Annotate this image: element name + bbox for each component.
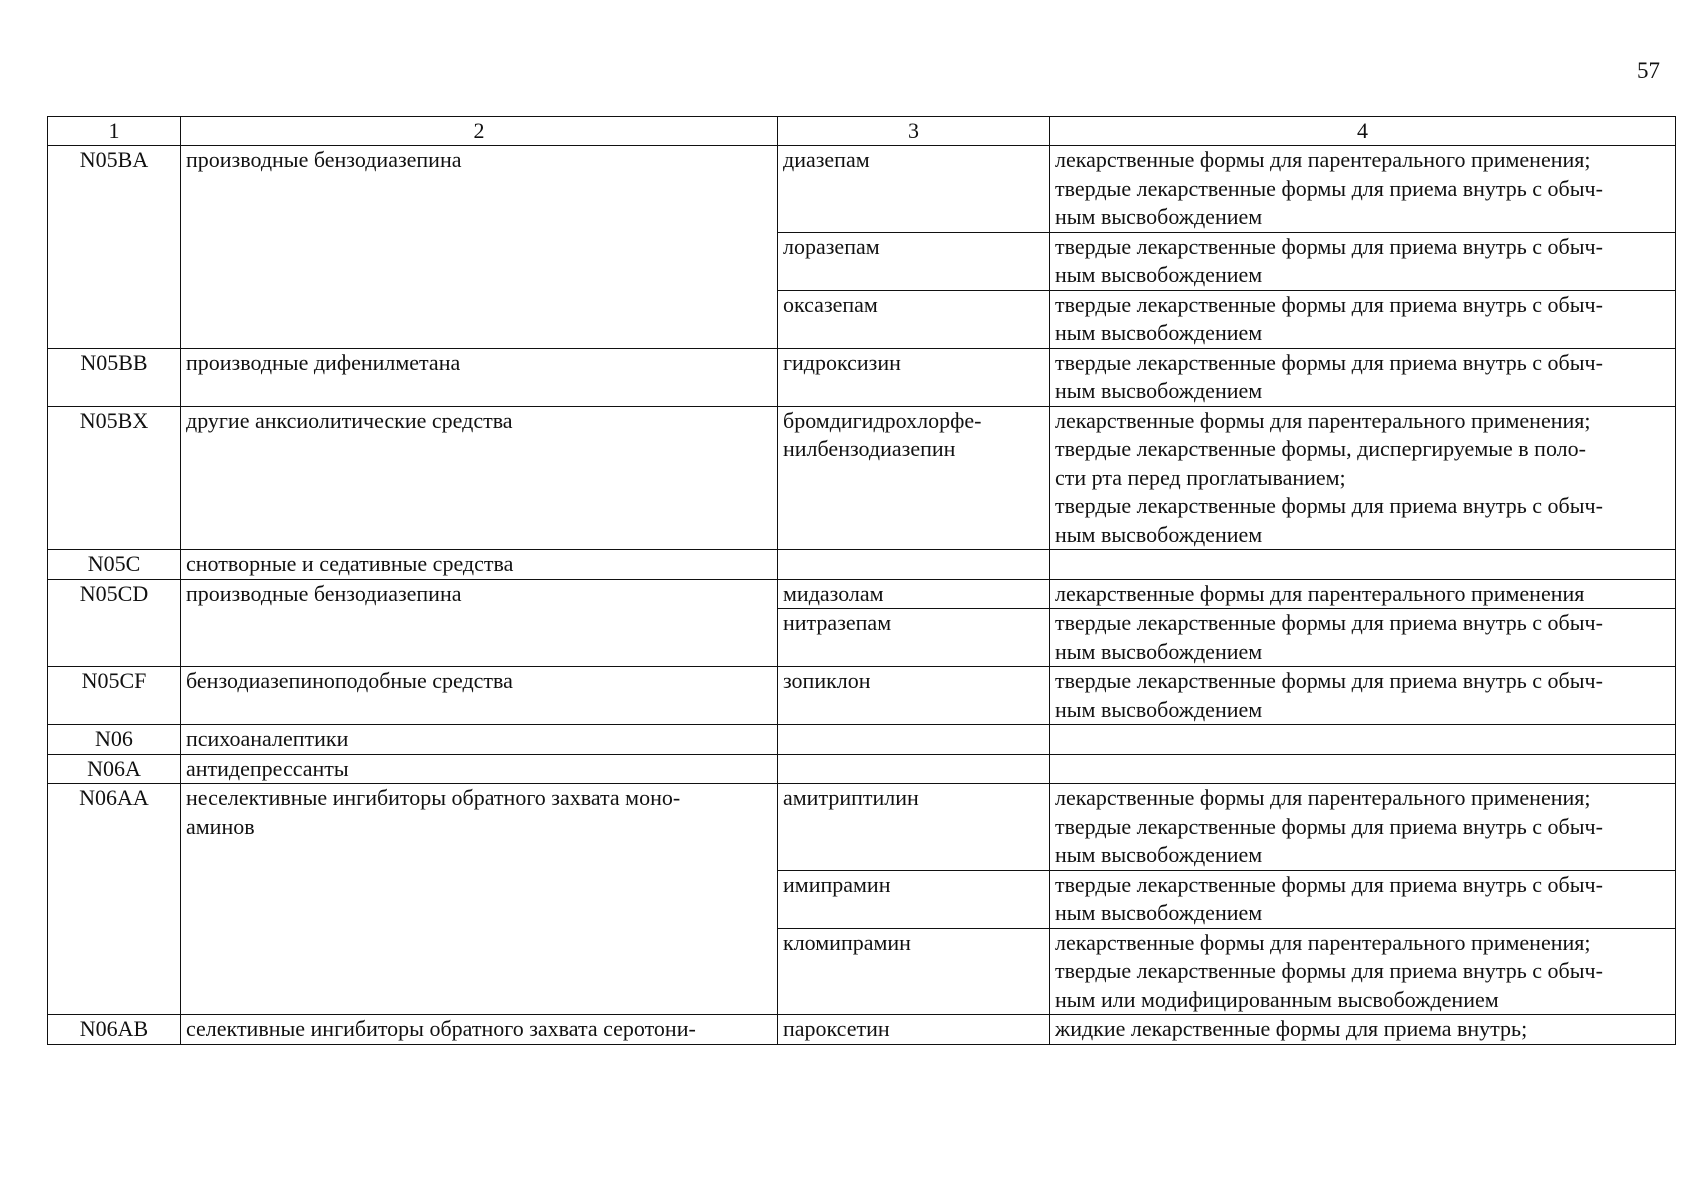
dosage-forms bbox=[1050, 928, 1676, 1015]
dosage-form-line: ным высвобождением bbox=[1055, 378, 1263, 403]
header-col-3: 3 bbox=[778, 117, 1050, 146]
dosage-forms bbox=[1050, 784, 1676, 871]
drug-name: амитриптилин bbox=[778, 784, 1050, 871]
dosage-form-line: ным высвобождением bbox=[1055, 696, 1263, 722]
table-row bbox=[48, 784, 1676, 871]
table-row bbox=[48, 754, 1676, 784]
group-name: производные дифенилметана bbox=[181, 348, 778, 406]
header-col-4: 4 bbox=[1050, 117, 1676, 146]
dosage-form-line: лекарственные формы для парентерального применения; bbox=[1055, 929, 1591, 955]
atc-code: N05CF bbox=[48, 667, 181, 725]
atc-code: N05BX bbox=[48, 406, 181, 550]
table-row bbox=[48, 146, 1676, 233]
dosage-form-line: сти рта перед проглатыванием; bbox=[1055, 464, 1346, 490]
dosage-forms bbox=[1050, 348, 1676, 406]
atc-code: N06 bbox=[48, 725, 181, 755]
drug-name-line: бромдигидрохлорфе- bbox=[783, 407, 982, 433]
header-row bbox=[48, 117, 1676, 146]
group-name: антидепрессанты bbox=[181, 754, 778, 784]
dosage-form-line: ным высвобождением bbox=[1055, 842, 1263, 867]
dosage-forms bbox=[1050, 754, 1676, 784]
atc-code: N06AA bbox=[48, 784, 181, 1015]
dosage-form-line: ным высвобождением bbox=[1055, 262, 1263, 287]
drug-name: имипрамин bbox=[778, 870, 1050, 928]
atc-code: N05C bbox=[48, 550, 181, 580]
table-row bbox=[48, 550, 1676, 580]
drug-name: оксазепам bbox=[778, 290, 1050, 348]
dosage-form-line: твердые лекарственные формы для приема внутрь с обыч- bbox=[1055, 813, 1603, 839]
drug-name bbox=[778, 754, 1050, 784]
table-row bbox=[48, 1015, 1676, 1045]
dosage-forms bbox=[1050, 146, 1676, 233]
dosage-form-line: лекарственные формы для парентерального применения bbox=[1055, 580, 1585, 606]
dosage-form-line: твердые лекарственные формы для приема внутрь с обыч- bbox=[1055, 668, 1603, 693]
group-name: бензодиазепиноподобные средства bbox=[181, 667, 778, 725]
atc-code: N06AB bbox=[48, 1015, 181, 1045]
dosage-form-line: лекарственные формы для парентерального применения; bbox=[1055, 147, 1591, 172]
table-row bbox=[48, 406, 1676, 550]
dosage-form-line: ным высвобождением bbox=[1055, 320, 1263, 345]
dosage-form-line: ным высвобождением bbox=[1055, 204, 1263, 229]
drug-name bbox=[778, 725, 1050, 755]
dosage-form-line: твердые лекарственные формы для приема внутрь с обыч- bbox=[1055, 233, 1603, 259]
table-row bbox=[48, 348, 1676, 406]
dosage-form-line: ным высвобождением bbox=[1055, 900, 1263, 925]
dosage-forms bbox=[1050, 667, 1676, 725]
dosage-form-line: твердые лекарственные формы для приема внутрь с обыч- bbox=[1055, 175, 1603, 201]
dosage-forms bbox=[1050, 290, 1676, 348]
dosage-form-line: жидкие лекарственные формы для приема внутрь; bbox=[1055, 1016, 1528, 1041]
dosage-form-line: ным или модифицированным высвобождением bbox=[1055, 986, 1499, 1012]
dosage-forms bbox=[1050, 406, 1676, 550]
atc-code: N05BA bbox=[48, 146, 181, 349]
page-number: 57 bbox=[1637, 58, 1660, 83]
dosage-form-line: твердые лекарственные формы для приема внутрь с обыч- bbox=[1055, 349, 1603, 375]
group-name bbox=[181, 784, 778, 1015]
dosage-form-line: твердые лекарственные формы для приема внутрь с обыч- bbox=[1055, 291, 1603, 317]
table-row bbox=[48, 579, 1676, 609]
drug-name-line: нилбензодиазепин bbox=[783, 436, 956, 461]
group-name-line: неселективные ингибиторы обратного захвата моно- bbox=[186, 785, 681, 810]
group-name: снотворные и седативные средства bbox=[181, 550, 778, 580]
drug-name bbox=[778, 550, 1050, 580]
atc-code: N05BB bbox=[48, 348, 181, 406]
drug-name: лоразепам bbox=[778, 232, 1050, 290]
dosage-forms bbox=[1050, 232, 1676, 290]
dosage-forms bbox=[1050, 1015, 1676, 1045]
dosage-forms bbox=[1050, 870, 1676, 928]
dosage-form-line: твердые лекарственные формы для приема внутрь с обыч- bbox=[1055, 958, 1603, 983]
drug-name: зопиклон bbox=[778, 667, 1050, 725]
group-name: другие анксиолитические средства bbox=[181, 406, 778, 550]
drug-name: кломипрамин bbox=[778, 928, 1050, 1015]
dosage-forms bbox=[1050, 725, 1676, 755]
drug-name: диазепам bbox=[778, 146, 1050, 233]
drug-name: гидроксизин bbox=[778, 348, 1050, 406]
dosage-form-line: твердые лекарственные формы для приема внутрь с обыч- bbox=[1055, 871, 1603, 897]
dosage-form-line: ным высвобождением bbox=[1055, 638, 1263, 664]
group-name: психоаналептики bbox=[181, 725, 778, 755]
group-name: селективные ингибиторы обратного захвата серотони- bbox=[181, 1015, 778, 1045]
drug-name: пароксетин bbox=[778, 1015, 1050, 1045]
drug-name: нитразепам bbox=[778, 609, 1050, 667]
dosage-forms bbox=[1050, 609, 1676, 667]
medicines-table bbox=[47, 116, 1676, 1045]
group-name-line: аминов bbox=[186, 813, 255, 839]
drug-name bbox=[778, 406, 1050, 550]
group-name: производные бензодиазепина bbox=[181, 146, 778, 349]
atc-code: N06A bbox=[48, 754, 181, 784]
drug-name: мидазолам bbox=[778, 579, 1050, 609]
table-row bbox=[48, 667, 1676, 725]
group-name: производные бензодиазепина bbox=[181, 579, 778, 667]
dosage-forms bbox=[1050, 579, 1676, 609]
dosage-form-line: твердые лекарственные формы для приема внутрь с обыч- bbox=[1055, 493, 1603, 518]
dosage-form-line: лекарственные формы для парентерального применения; bbox=[1055, 407, 1591, 433]
header-col-1: 1 bbox=[48, 117, 181, 146]
dosage-form-line: лекарственные формы для парентерального применения; bbox=[1055, 785, 1591, 810]
header-col-2: 2 bbox=[181, 117, 778, 146]
table-row bbox=[48, 725, 1676, 755]
dosage-forms bbox=[1050, 550, 1676, 580]
dosage-form-line: ным высвобождением bbox=[1055, 521, 1263, 547]
dosage-form-line: твердые лекарственные формы, диспергируемые в поло- bbox=[1055, 436, 1586, 461]
atc-code: N05CD bbox=[48, 579, 181, 667]
dosage-form-line: твердые лекарственные формы для приема внутрь с обыч- bbox=[1055, 610, 1603, 635]
